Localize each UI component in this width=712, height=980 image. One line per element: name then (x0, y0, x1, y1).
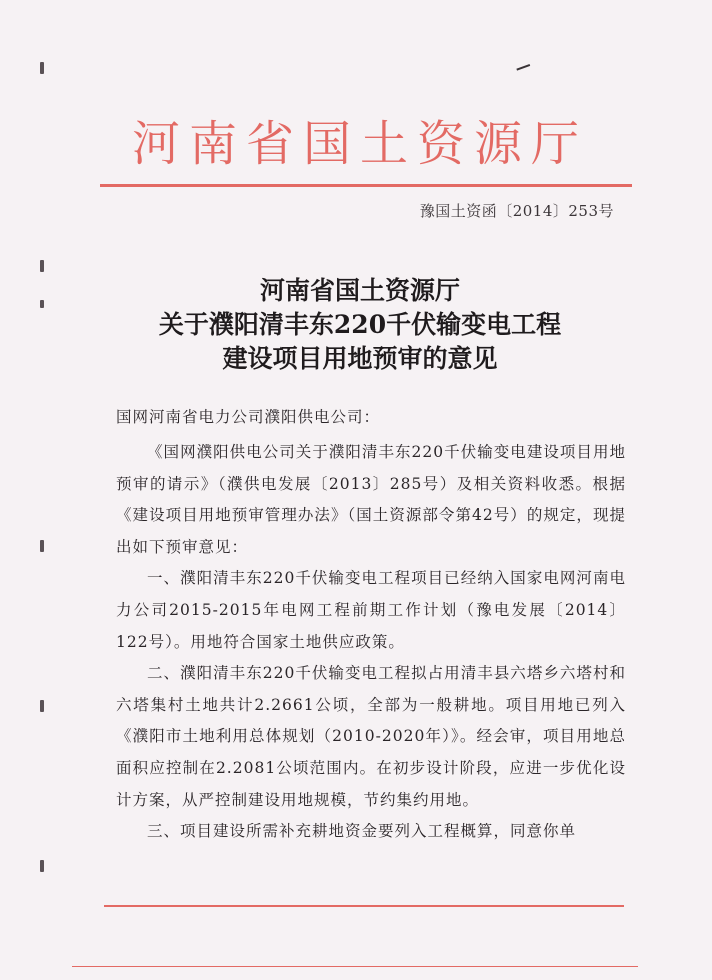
letterhead-rule (100, 184, 632, 187)
letterhead-title: 河南省国土资源厅 (131, 116, 588, 172)
paragraph-intro: 《国网濮阳供电公司关于濮阳清丰东220千伏输变电建设项目用地预审的请示》（濮供电发展〔2013〕285号）及相关资料收悉。根据《建设项目用地预审管理办法》（国土资源部令第42号）的规定，现提出如下预审意见： (116, 443, 626, 556)
document-number: 豫国土资函〔2014〕253号 (419, 202, 614, 220)
bottom-rule (72, 966, 638, 967)
paragraph-item-2: 二、濮阳清丰东220千伏输变电工程拟占用清丰县六塔乡六塔村和六塔集村土地共计2.2661公顷，全部为一般耕地。项目用地已列入《濮阳市土地利用总体规划（2010-2020年）》。经会审，项目用地总面积应控制在2.2081公顷范围内。在初步设计阶段，应进一步优化设计方案，从严控制建设用地规模，节约集约用地。 (116, 664, 626, 809)
scan-mark (516, 64, 533, 80)
document-body (116, 437, 626, 848)
footer-rule (104, 905, 624, 907)
binding-mark (40, 62, 44, 74)
binding-mark (40, 260, 44, 272)
title-line-1: 河南省国土资源厅 (259, 276, 460, 305)
binding-mark (40, 700, 44, 712)
binding-mark (40, 540, 44, 552)
title-line-3: 建设项目用地预审的意见 (222, 344, 498, 373)
addressee: 国网河南省电力公司濮阳供电公司： (116, 408, 381, 426)
paragraph-item-3: 三、项目建设所需补充耕地资金要列入工程概算，同意你单 (147, 822, 577, 841)
binding-mark (40, 300, 44, 308)
paragraph-item-1: 一、濮阳清丰东220千伏输变电工程项目已经纳入国家电网河南电力公司2015-2015年电网工程前期工作计划（豫电发展〔2014〕122号）。用地符合国家土地供应政策。 (116, 569, 626, 651)
title-line-2: 关于濮阳清丰东220千伏输变电工程 (158, 310, 562, 339)
binding-mark (40, 860, 44, 872)
